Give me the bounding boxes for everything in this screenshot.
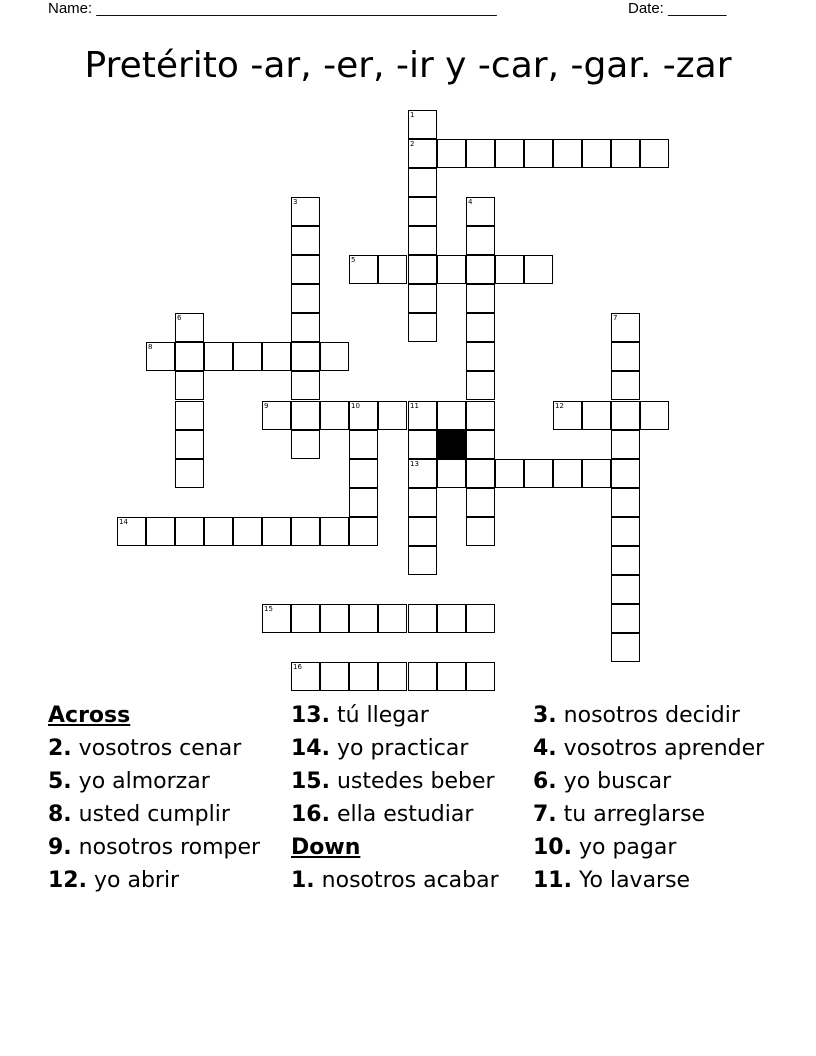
clue-number: 14. (291, 736, 330, 761)
grid-cell[interactable] (291, 401, 320, 430)
grid-cell[interactable] (495, 459, 524, 488)
clue-text: yo buscar (563, 769, 672, 794)
clue-across-16 (291, 801, 521, 828)
clue-text: nosotros romper (78, 835, 261, 860)
grid-cell[interactable] (495, 139, 524, 168)
grid-cell[interactable] (262, 342, 291, 371)
grid-cell[interactable] (291, 197, 320, 226)
clue-number: 1. (291, 868, 315, 893)
date-field[interactable]: Date: _______ (628, 0, 727, 17)
grid-cell[interactable] (378, 604, 407, 633)
grid-cell[interactable] (466, 459, 495, 488)
grid-cell[interactable] (466, 371, 495, 400)
grid-cell[interactable] (262, 604, 291, 633)
grid-cell[interactable] (466, 139, 495, 168)
grid-cell[interactable] (291, 517, 320, 546)
grid-cell[interactable] (466, 662, 495, 691)
grid-cell[interactable] (524, 255, 553, 284)
clue-across-13 (291, 702, 521, 729)
black-cell (437, 430, 466, 459)
clue-number: 16. (291, 802, 330, 827)
grid-cell[interactable] (524, 139, 553, 168)
cell-number: 1 (410, 111, 415, 119)
clue-down-6 (533, 768, 783, 795)
clue-down-10 (533, 834, 783, 861)
grid-cell[interactable] (408, 197, 437, 226)
clue-down-7 (533, 801, 783, 828)
clue-text: yo practicar (336, 736, 469, 761)
grid-cell[interactable] (262, 401, 291, 430)
grid-cell[interactable] (291, 371, 320, 400)
clue-number: 6. (533, 769, 557, 794)
grid-cell[interactable] (233, 517, 262, 546)
grid-cell[interactable] (146, 517, 175, 546)
grid-cell[interactable] (466, 488, 495, 517)
grid-cell[interactable] (291, 342, 320, 371)
name-field[interactable]: Name: ________________________________________________ (48, 0, 497, 17)
grid-cell[interactable] (233, 342, 262, 371)
grid-cell[interactable] (204, 342, 233, 371)
grid-cell[interactable] (611, 430, 640, 459)
grid-cell[interactable] (553, 139, 582, 168)
grid-cell[interactable] (466, 284, 495, 313)
cell-number: 16 (293, 663, 302, 671)
grid-cell[interactable] (408, 401, 437, 430)
clue-down-1 (291, 867, 521, 894)
clue-number: 7. (533, 802, 557, 827)
clue-text: ella estudiar (336, 802, 474, 827)
grid-cell[interactable] (146, 342, 175, 371)
cell-number: 3 (293, 198, 298, 206)
clue-number: 13. (291, 703, 330, 728)
clue-text: yo almorzar (78, 769, 210, 794)
grid-cell[interactable] (175, 401, 204, 430)
grid-cell[interactable] (349, 401, 378, 430)
clue-down-11 (533, 867, 783, 894)
grid-cell[interactable] (437, 459, 466, 488)
cell-number: 14 (119, 518, 128, 526)
grid-cell[interactable] (611, 313, 640, 342)
page-title: Pretérito -ar, -er, -ir y -car, -gar. -zar (84, 45, 732, 86)
clue-number: 4. (533, 736, 557, 761)
grid-cell[interactable] (320, 342, 349, 371)
grid-cell[interactable] (117, 517, 146, 546)
grid-cell[interactable] (408, 517, 437, 546)
grid-cell[interactable] (262, 517, 291, 546)
clue-across-2 (48, 735, 278, 762)
grid-cell[interactable] (553, 401, 582, 430)
clue-text: yo abrir (93, 868, 180, 893)
cell-number: 15 (264, 605, 273, 613)
clue-down-3 (533, 702, 783, 729)
clue-number: 11. (533, 868, 572, 893)
grid-cell[interactable] (611, 575, 640, 604)
clue-down-4 (533, 735, 783, 762)
clue-number: 9. (48, 835, 72, 860)
grid-cell[interactable] (466, 342, 495, 371)
grid-cell[interactable] (466, 604, 495, 633)
grid-cell[interactable] (291, 284, 320, 313)
clue-text: tu arreglarse (563, 802, 706, 827)
grid-cell[interactable] (408, 168, 437, 197)
grid-cell[interactable] (437, 139, 466, 168)
clue-text: yo pagar (578, 835, 677, 860)
grid-cell[interactable] (175, 342, 204, 371)
clue-text: vosotros aprender (563, 736, 765, 761)
grid-cell[interactable] (320, 517, 349, 546)
grid-cell[interactable] (349, 255, 378, 284)
grid-cell[interactable] (408, 226, 437, 255)
grid-cell[interactable] (437, 662, 466, 691)
grid-cell[interactable] (466, 226, 495, 255)
clue-number: 15. (291, 769, 330, 794)
grid-cell[interactable] (408, 139, 437, 168)
grid-cell[interactable] (611, 401, 640, 430)
clue-across-12 (48, 867, 278, 894)
grid-cell[interactable] (408, 430, 437, 459)
cell-number: 12 (555, 402, 564, 410)
cell-number: 7 (613, 314, 618, 322)
grid-cell[interactable] (408, 546, 437, 575)
grid-cell[interactable] (408, 284, 437, 313)
down-heading: Down (291, 835, 361, 860)
grid-cell[interactable] (611, 488, 640, 517)
grid-cell[interactable] (175, 371, 204, 400)
clue-text: Yo lavarse (578, 868, 691, 893)
grid-cell[interactable] (466, 255, 495, 284)
grid-cell[interactable] (611, 546, 640, 575)
grid-cell[interactable] (582, 459, 611, 488)
grid-cell[interactable] (408, 662, 437, 691)
grid-cell[interactable] (437, 255, 466, 284)
cell-number: 9 (264, 402, 269, 410)
grid-cell[interactable] (291, 662, 320, 691)
grid-cell[interactable] (175, 430, 204, 459)
clue-text: ustedes beber (336, 769, 495, 794)
grid-cell[interactable] (466, 313, 495, 342)
grid-cell[interactable] (291, 255, 320, 284)
grid-cell[interactable] (640, 139, 669, 168)
grid-cell[interactable] (611, 604, 640, 633)
grid-cell[interactable] (291, 604, 320, 633)
grid-cell[interactable] (582, 139, 611, 168)
clue-number: 8. (48, 802, 72, 827)
clue-across-15 (291, 768, 521, 795)
cell-number: 4 (468, 198, 473, 206)
grid-cell[interactable] (408, 459, 437, 488)
grid-cell[interactable] (553, 459, 582, 488)
grid-cell[interactable] (320, 401, 349, 430)
grid-cell[interactable] (291, 430, 320, 459)
clue-number: 3. (533, 703, 557, 728)
grid-cell[interactable] (466, 401, 495, 430)
grid-cell[interactable] (611, 517, 640, 546)
grid-cell[interactable] (175, 517, 204, 546)
grid-cell[interactable] (582, 401, 611, 430)
cell-number: 2 (410, 140, 415, 148)
clues-column-1 (48, 702, 278, 900)
grid-cell[interactable] (611, 342, 640, 371)
cell-number: 10 (351, 402, 360, 410)
cell-number: 6 (177, 314, 182, 322)
grid-cell[interactable] (378, 662, 407, 691)
clue-text: nosotros acabar (321, 868, 499, 893)
clue-text: usted cumplir (78, 802, 230, 827)
grid-cell[interactable] (408, 255, 437, 284)
grid-cell[interactable] (466, 517, 495, 546)
grid-cell[interactable] (291, 226, 320, 255)
grid-cell[interactable] (611, 371, 640, 400)
across-heading: Across (48, 703, 131, 728)
grid-cell[interactable] (378, 401, 407, 430)
grid-cell[interactable] (204, 517, 233, 546)
grid-cell[interactable] (640, 401, 669, 430)
grid-cell[interactable] (378, 255, 407, 284)
grid-cell[interactable] (408, 604, 437, 633)
clue-number: 2. (48, 736, 72, 761)
grid-cell[interactable] (349, 459, 378, 488)
grid-cell[interactable] (349, 517, 378, 546)
clue-number: 5. (48, 769, 72, 794)
grid-cell[interactable] (466, 197, 495, 226)
grid-cell[interactable] (466, 430, 495, 459)
cell-number: 5 (351, 256, 356, 264)
grid-cell[interactable] (291, 313, 320, 342)
clue-text: nosotros decidir (563, 703, 740, 728)
grid-cell[interactable] (320, 662, 349, 691)
grid-cell[interactable] (349, 604, 378, 633)
clue-across-9 (48, 834, 278, 861)
grid-cell[interactable] (320, 604, 349, 633)
clue-number: 12. (48, 868, 87, 893)
grid-cell[interactable] (408, 313, 437, 342)
clues-column-3 (533, 702, 783, 900)
clue-across-5 (48, 768, 278, 795)
grid-cell[interactable] (611, 139, 640, 168)
grid-cell[interactable] (611, 459, 640, 488)
cell-number: 8 (148, 343, 153, 351)
grid-cell[interactable] (408, 488, 437, 517)
clue-across-14 (291, 735, 521, 762)
grid-cell[interactable] (524, 459, 553, 488)
clue-across-8 (48, 801, 278, 828)
cell-number: 11 (410, 402, 419, 410)
grid-cell[interactable] (349, 662, 378, 691)
grid-cell[interactable] (437, 604, 466, 633)
grid-cell[interactable] (175, 459, 204, 488)
clue-number: 10. (533, 835, 572, 860)
grid-cell[interactable] (611, 633, 640, 662)
grid-cell[interactable] (495, 255, 524, 284)
clue-text: tú llegar (336, 703, 429, 728)
clue-text: vosotros cenar (78, 736, 242, 761)
grid-cell[interactable] (408, 110, 437, 139)
grid-cell[interactable] (175, 313, 204, 342)
grid-cell[interactable] (437, 401, 466, 430)
cell-number: 13 (410, 460, 419, 468)
grid-cell[interactable] (349, 488, 378, 517)
clues-column-2 (291, 702, 521, 900)
grid-cell[interactable] (349, 430, 378, 459)
